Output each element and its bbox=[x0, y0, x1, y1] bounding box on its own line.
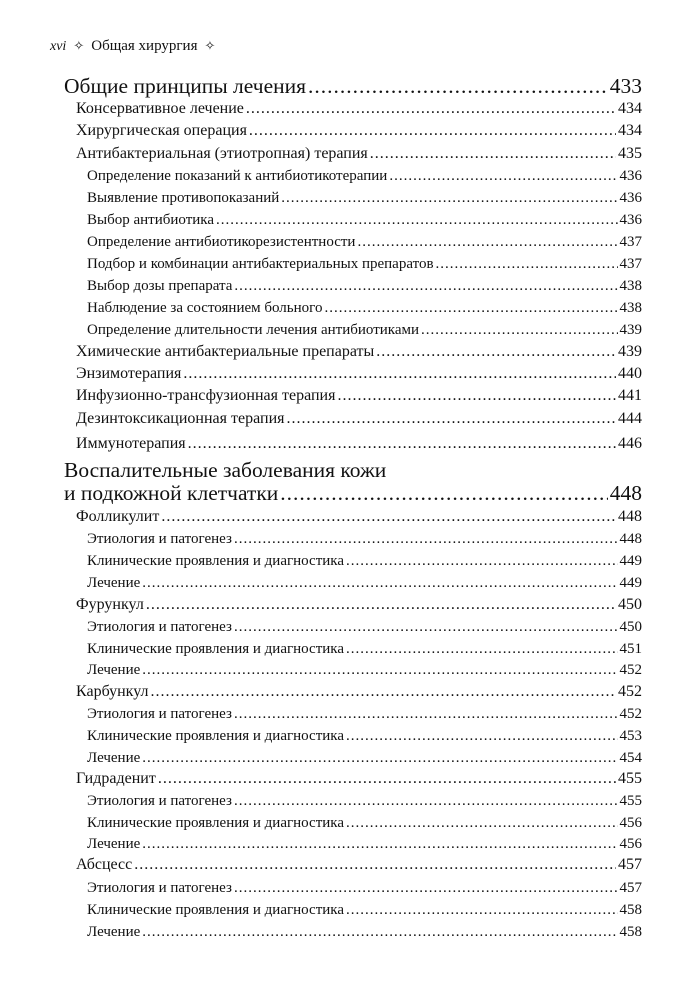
dot-leader bbox=[246, 100, 616, 118]
dot-leader bbox=[183, 365, 616, 383]
toc-entry-title: Этиология и патогенез bbox=[87, 530, 232, 547]
toc-entry bbox=[76, 683, 642, 701]
toc-entry-title: Инфузионно-трансфузионная терапия bbox=[76, 387, 336, 405]
toc-entry-title: Абсцесс bbox=[76, 856, 133, 874]
header-title: Общая хирургия bbox=[91, 38, 198, 54]
toc-entry-page: 458 bbox=[619, 901, 642, 918]
dot-leader bbox=[134, 856, 616, 874]
toc-entry bbox=[87, 190, 642, 207]
toc-entry-title: Клинические проявления и диагностика bbox=[87, 727, 345, 744]
toc-entry-page: 444 bbox=[618, 410, 642, 428]
toc-entry-title: Лечение bbox=[87, 661, 141, 678]
dot-leader bbox=[158, 770, 616, 788]
toc-entry-page: 453 bbox=[619, 727, 642, 744]
toc-entry-title: Карбункул bbox=[76, 683, 149, 701]
toc-entry-title: Наблюдение за состоянием больного bbox=[87, 299, 323, 316]
toc-entry bbox=[76, 435, 642, 453]
dot-leader bbox=[150, 683, 616, 701]
toc-entry-title: Определение длительности лечения антибиотиками bbox=[87, 321, 420, 338]
toc-entry-title: и подкожной клетчатки bbox=[64, 480, 279, 505]
page-number: xvi bbox=[50, 39, 67, 54]
toc-entry bbox=[87, 212, 642, 229]
toc-entry bbox=[87, 750, 642, 767]
toc-entry-title: Подбор и комбинации антибактериальных препаратов bbox=[87, 255, 434, 272]
toc-entry-page: 448 bbox=[609, 480, 642, 505]
toc-entry-page: 436 bbox=[619, 189, 642, 206]
toc-entry bbox=[87, 902, 642, 919]
diamond-left-icon: ✧ bbox=[73, 39, 85, 54]
toc-entry-page: 435 bbox=[618, 145, 642, 163]
toc-entry-title: Определение антибиотикорезистентности bbox=[87, 233, 356, 250]
toc-entry bbox=[87, 706, 642, 723]
toc-entry bbox=[87, 836, 642, 853]
toc-entry bbox=[76, 387, 642, 405]
toc-entry-title: Этиология и патогенез bbox=[87, 879, 232, 896]
toc-entry bbox=[87, 641, 642, 658]
toc-entry-title: Лечение bbox=[87, 574, 141, 591]
toc-entry-page: 441 bbox=[618, 387, 642, 405]
toc-entry-page: 452 bbox=[618, 683, 642, 701]
toc-entry-page: 455 bbox=[619, 792, 642, 809]
toc-entry-title: Химические антибактериальные препараты bbox=[76, 343, 375, 361]
dot-leader bbox=[234, 619, 618, 636]
dot-leader bbox=[421, 322, 617, 339]
dot-leader bbox=[161, 508, 616, 526]
dot-leader bbox=[308, 74, 608, 99]
toc-entry-page: 449 bbox=[619, 574, 642, 591]
toc-entry-page: 458 bbox=[619, 923, 642, 940]
toc-entry-title: Воспалительные заболевания кожи bbox=[64, 457, 387, 482]
dot-leader bbox=[234, 706, 618, 723]
toc-entry-page: 452 bbox=[619, 661, 642, 678]
toc-entry bbox=[87, 278, 642, 295]
dot-leader bbox=[234, 793, 618, 810]
toc-entry-page: 455 bbox=[618, 770, 642, 788]
toc-entry bbox=[87, 168, 642, 185]
toc-entry bbox=[87, 300, 642, 317]
toc-entry-page: 450 bbox=[618, 596, 642, 614]
dot-leader bbox=[337, 387, 616, 405]
dot-leader bbox=[370, 145, 616, 163]
toc-entry bbox=[76, 508, 642, 526]
dot-leader bbox=[376, 343, 616, 361]
toc-heading-line bbox=[64, 458, 386, 483]
dot-leader bbox=[142, 750, 617, 767]
toc-entry-page: 436 bbox=[619, 211, 642, 228]
toc-entry-title: Фолликулит bbox=[76, 508, 160, 526]
dot-leader bbox=[389, 168, 617, 185]
dot-leader bbox=[346, 553, 617, 570]
dot-leader bbox=[142, 836, 617, 853]
toc-entry bbox=[87, 322, 642, 339]
toc-entry-page: 452 bbox=[619, 705, 642, 722]
dot-leader bbox=[357, 234, 617, 251]
toc-entry-page: 439 bbox=[618, 343, 642, 361]
toc-entry bbox=[76, 410, 642, 428]
toc-entry-page: 438 bbox=[619, 299, 642, 316]
toc-entry-page: 451 bbox=[619, 640, 642, 657]
toc-entry bbox=[87, 619, 642, 636]
toc-entry-title: Энзимотерапия bbox=[76, 365, 182, 383]
toc-entry-title: Клинические проявления и диагностика bbox=[87, 552, 345, 569]
toc-entry-page: 457 bbox=[618, 856, 642, 874]
dot-leader bbox=[281, 190, 617, 207]
dot-leader bbox=[436, 256, 618, 273]
toc-entry-page: 456 bbox=[619, 835, 642, 852]
toc-entry-title: Гидраденит bbox=[76, 770, 156, 788]
toc-entry bbox=[76, 770, 642, 788]
toc-entry-page: 434 bbox=[618, 122, 642, 140]
toc-entry bbox=[76, 145, 642, 163]
toc-entry-title: Хирургическая операция bbox=[76, 122, 247, 140]
toc-entry-title: Общие принципы лечения bbox=[64, 73, 307, 98]
toc-entry bbox=[87, 256, 642, 273]
toc-entry-page: 448 bbox=[619, 530, 642, 547]
toc-entry bbox=[76, 596, 642, 614]
dot-leader bbox=[249, 122, 616, 140]
toc-entry-page: 434 bbox=[618, 100, 642, 118]
toc-entry-title: Лечение bbox=[87, 835, 141, 852]
toc-entry bbox=[87, 793, 642, 810]
dot-leader bbox=[142, 575, 617, 592]
dot-leader bbox=[280, 481, 607, 506]
toc-entry-page: 456 bbox=[619, 814, 642, 831]
toc-entry bbox=[87, 662, 642, 679]
toc-entry bbox=[87, 880, 642, 897]
toc-entry-title: Антибактериальная (этиотропная) терапия bbox=[76, 145, 368, 163]
dot-leader bbox=[146, 596, 616, 614]
dot-leader bbox=[234, 531, 618, 548]
toc-entry bbox=[76, 100, 642, 118]
toc-entry-title: Дезинтоксикационная терапия bbox=[76, 410, 285, 428]
toc-entry bbox=[87, 531, 642, 548]
toc-entry-title: Выявление противопоказаний bbox=[87, 189, 280, 206]
toc-entry bbox=[87, 815, 642, 832]
dot-leader bbox=[142, 662, 617, 679]
toc-entry-page: 454 bbox=[619, 749, 642, 766]
diamond-right-icon: ✧ bbox=[204, 39, 216, 54]
toc-entry-title: Определение показаний к антибиотикотерапии bbox=[87, 167, 388, 184]
toc-entry-page: 438 bbox=[619, 277, 642, 294]
toc-entry-title: Лечение bbox=[87, 923, 141, 940]
toc-entry-title: Консервативное лечение bbox=[76, 100, 244, 118]
toc-entry-page: 436 bbox=[619, 167, 642, 184]
toc-entry-title: Этиология и патогенез bbox=[87, 618, 232, 635]
dot-leader bbox=[346, 815, 617, 832]
dot-leader bbox=[216, 212, 618, 229]
toc-entry-page: 440 bbox=[618, 365, 642, 383]
toc-entry-title: Выбор дозы препарата bbox=[87, 277, 233, 294]
dot-leader bbox=[142, 924, 617, 941]
toc-entry-title: Этиология и патогенез bbox=[87, 705, 232, 722]
dot-leader bbox=[346, 641, 617, 658]
dot-leader bbox=[286, 410, 616, 428]
toc-entry-title: Клинические проявления и диагностика bbox=[87, 814, 345, 831]
toc-entry-page: 439 bbox=[619, 321, 642, 338]
toc-entry-title: Иммунотерапия bbox=[76, 435, 186, 453]
toc-entry-page: 448 bbox=[618, 508, 642, 526]
dot-leader bbox=[188, 435, 616, 453]
toc-entry bbox=[76, 856, 642, 874]
toc-entry bbox=[76, 343, 642, 361]
toc-entry bbox=[87, 924, 642, 941]
dot-leader bbox=[346, 902, 617, 919]
toc-entry-page: 437 bbox=[619, 255, 642, 272]
toc-entry-page: 433 bbox=[609, 73, 642, 98]
running-header bbox=[50, 38, 215, 55]
toc-entry-page: 450 bbox=[619, 618, 642, 635]
toc-entry-title: Лечение bbox=[87, 749, 141, 766]
toc-entry bbox=[64, 74, 642, 99]
toc-entry bbox=[64, 481, 642, 506]
toc-entry bbox=[87, 728, 642, 745]
toc-entry-title: Этиология и патогенез bbox=[87, 792, 232, 809]
toc-entry-title: Фурункул bbox=[76, 596, 144, 614]
toc-entry bbox=[87, 234, 642, 251]
toc-entry bbox=[87, 553, 642, 570]
toc-entry-page: 446 bbox=[618, 435, 642, 453]
toc-entry-page: 457 bbox=[619, 879, 642, 896]
toc-entry bbox=[76, 365, 642, 383]
dot-leader bbox=[324, 300, 617, 317]
toc-entry-page: 437 bbox=[619, 233, 642, 250]
toc-entry bbox=[76, 122, 642, 140]
toc-entry-page: 449 bbox=[619, 552, 642, 569]
toc-entry-title: Выбор антибиотика bbox=[87, 211, 214, 228]
dot-leader bbox=[234, 278, 617, 295]
toc-entry-title: Клинические проявления и диагностика bbox=[87, 640, 345, 657]
dot-leader bbox=[346, 728, 617, 745]
toc-entry-title: Клинические проявления и диагностика bbox=[87, 901, 345, 918]
toc-entry bbox=[87, 575, 642, 592]
dot-leader bbox=[234, 880, 618, 897]
